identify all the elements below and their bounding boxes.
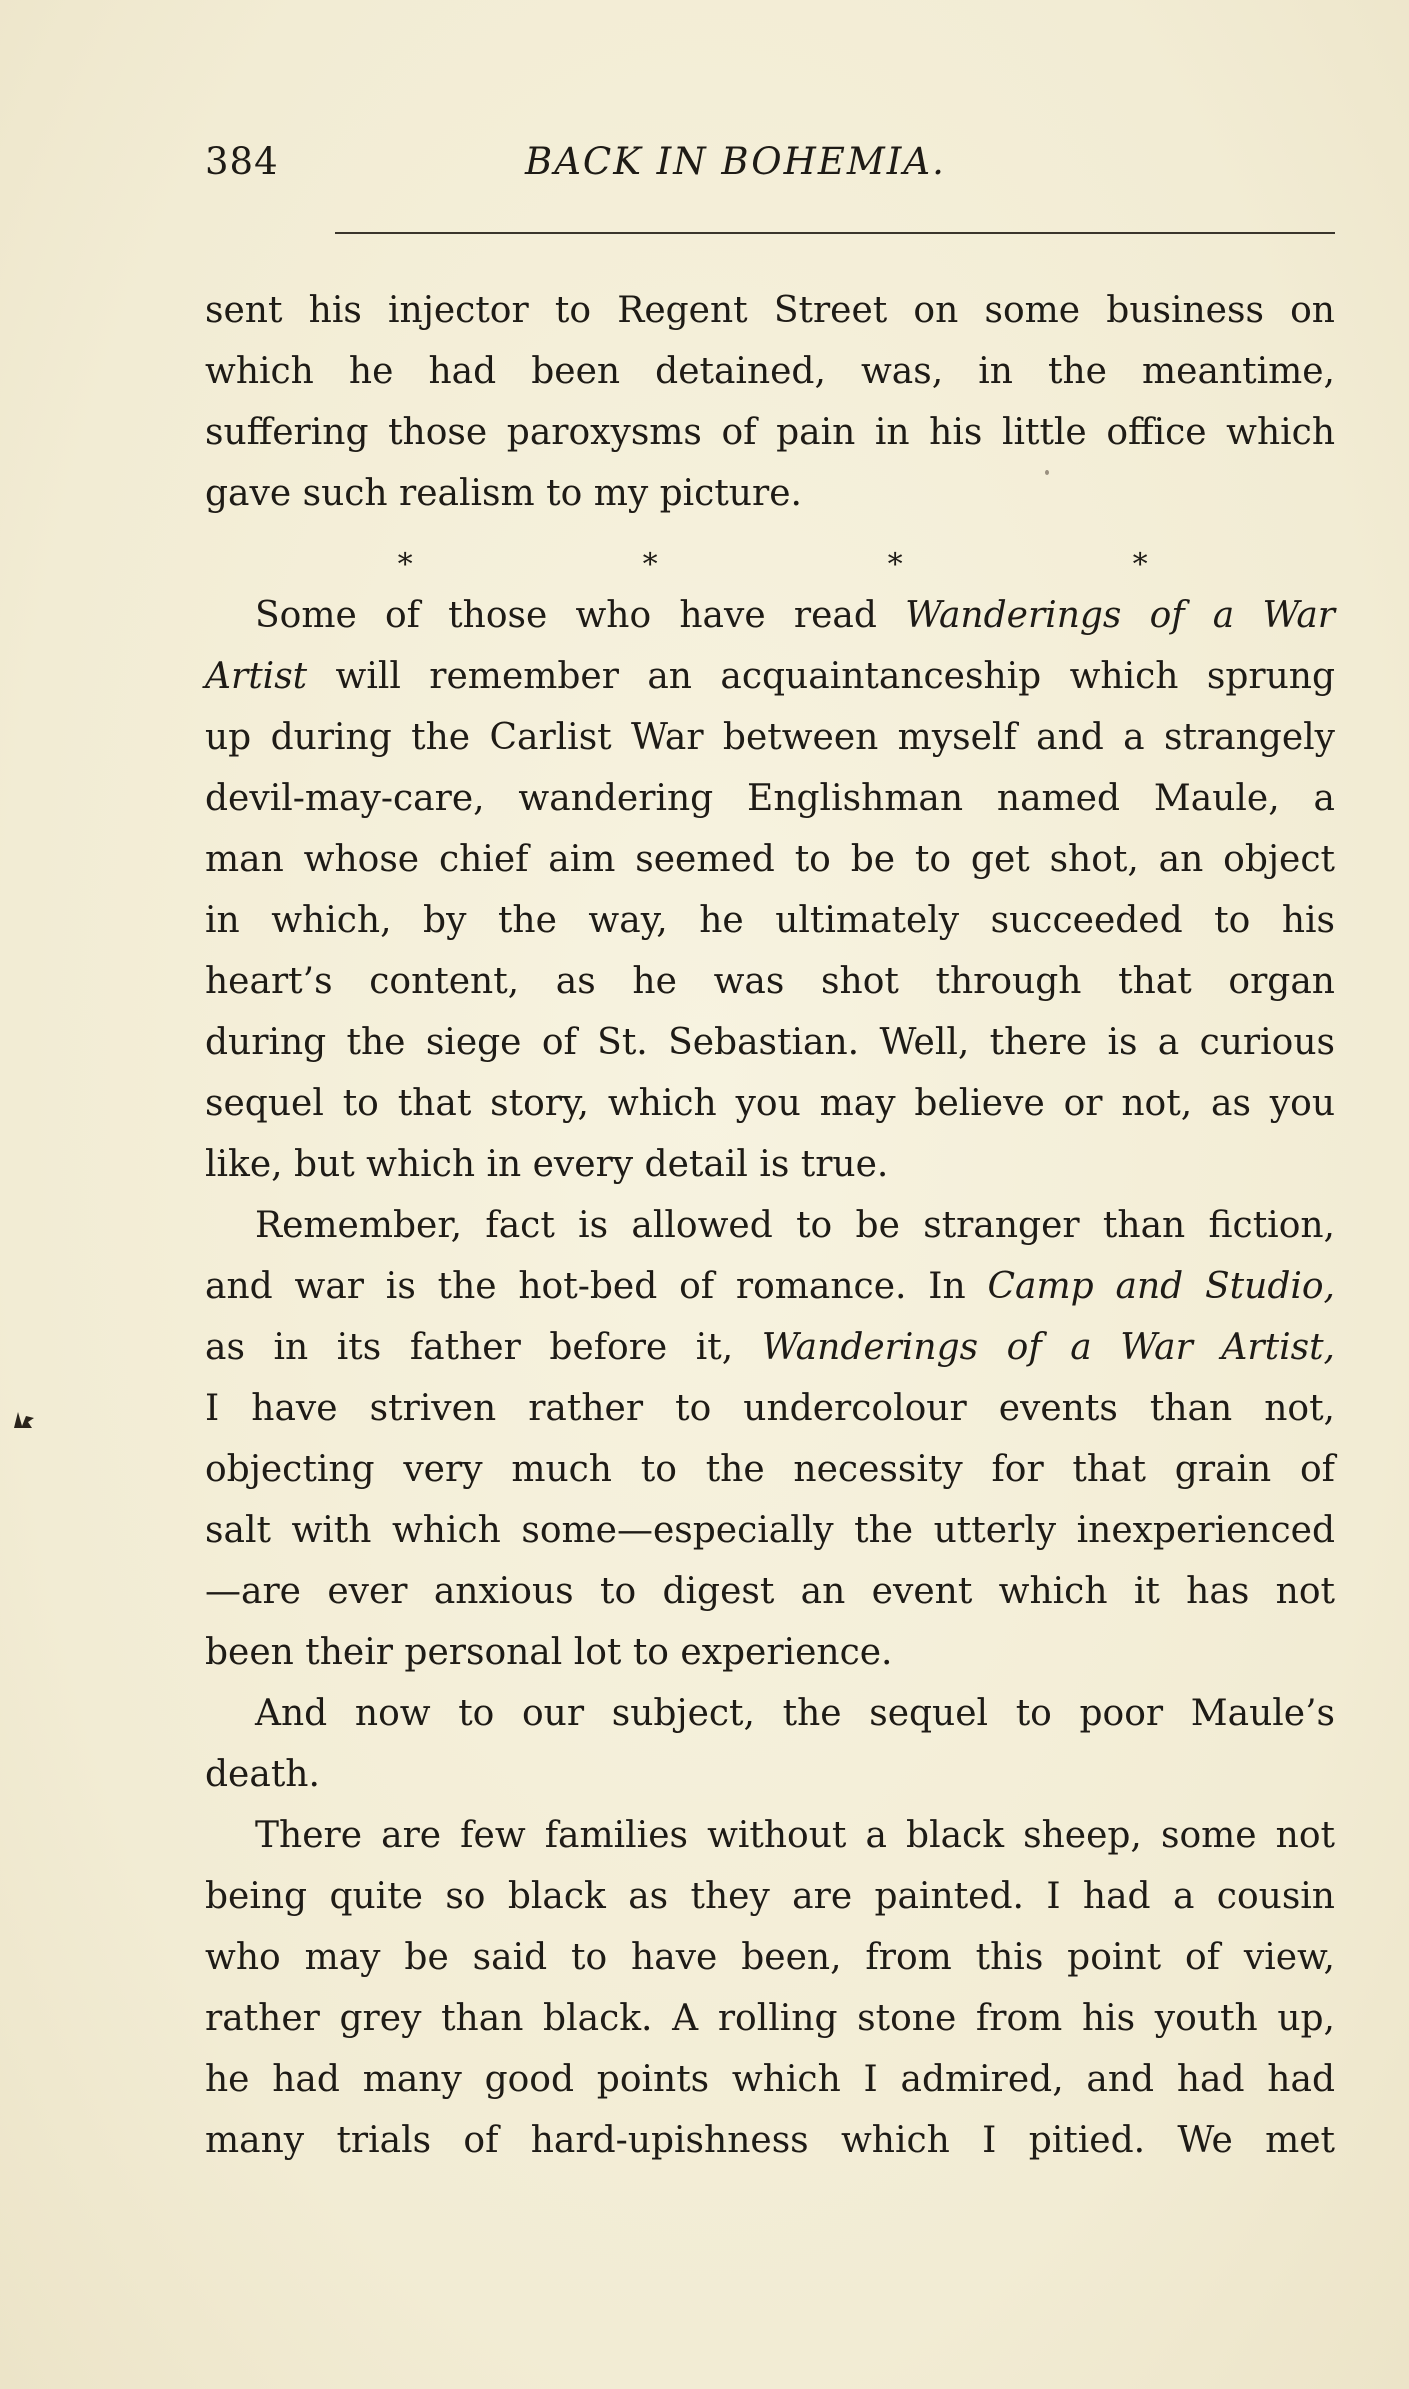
text-line: like, but which in every detail is true. xyxy=(205,1144,889,1185)
paragraph-first-line: Remember, fact is allowed to be stranger than fiction, xyxy=(255,1205,1335,1246)
text-line: heart’s content, as he was shot through that organ xyxy=(205,961,1335,1002)
text-line: devil-may-care, wandering Englishman named Maule, a xyxy=(205,778,1335,819)
margin-ink-mark xyxy=(12,1408,38,1430)
section-separator xyxy=(205,524,1335,585)
page-number: 384 xyxy=(205,140,279,183)
text-line: death. xyxy=(205,1754,320,1795)
paper-speck xyxy=(1045,470,1049,475)
text-line: Artist will remember an acquaintanceship which sprung xyxy=(205,656,1335,697)
text-line: I have striven rather to undercolour events than not, xyxy=(205,1388,1335,1429)
text-line: many trials of hard-upishness which I pitied. We met xyxy=(205,2120,1335,2161)
text-line: suffering those paroxysms of pain in his little office which xyxy=(205,412,1335,453)
text-line: he had many good points which I admired, and had had xyxy=(205,2059,1335,2100)
paragraph-first-line: There are few families without a black sheep, some not xyxy=(255,1815,1335,1856)
text-line: —are ever anxious to digest an event which it has not xyxy=(205,1571,1335,1612)
separator-text xyxy=(205,524,1335,525)
body-text xyxy=(205,280,1335,2171)
text-line: who may be said to have been, from this point of view, xyxy=(205,1937,1335,1978)
text-line: man whose chief aim seemed to be to get shot, an object xyxy=(205,839,1335,880)
separator-asterisk: ∗ xyxy=(640,541,661,576)
text-line: objecting very much to the necessity for that grain of xyxy=(205,1449,1335,1490)
text-line: up during the Carlist War between myself and a strangely xyxy=(205,717,1335,758)
header-rule xyxy=(335,232,1335,234)
text-line: sequel to that story, which you may believe or not, as you xyxy=(205,1083,1335,1124)
page-header xyxy=(205,140,1335,190)
text-line: as in its father before it, Wanderings of a War Artist, xyxy=(205,1327,1335,1368)
text-line: rather grey than black. A rolling stone from his youth up, xyxy=(205,1998,1335,2039)
text-line: salt with which some—especially the utterly inexperienced xyxy=(205,1510,1335,1551)
text-line: gave such realism to my picture. xyxy=(205,473,802,514)
text-line: being quite so black as they are painted. I had a cousin xyxy=(205,1876,1335,1917)
paragraph-first-line: Some of those who have read Wanderings of a War xyxy=(255,595,1336,636)
text-line: been their personal lot to experience. xyxy=(205,1632,893,1673)
separator-asterisk: ∗ xyxy=(885,541,906,576)
text-line: and war is the hot-bed of romance. In Camp and Studio, xyxy=(205,1266,1335,1307)
text-line: during the siege of St. Sebastian. Well, there is a curious xyxy=(205,1022,1335,1063)
running-head: BACK IN BOHEMIA. xyxy=(525,140,946,183)
paragraph-first-line: And now to our subject, the sequel to poor Maule’s xyxy=(255,1693,1335,1734)
text-line: in which, by the way, he ultimately succeeded to his xyxy=(205,900,1335,941)
separator-asterisk: ∗ xyxy=(1130,541,1151,576)
text-line: sent his injector to Regent Street on some business on xyxy=(205,290,1335,331)
text-line: which he had been detained, was, in the meantime, xyxy=(205,351,1335,392)
separator-asterisk: ∗ xyxy=(395,541,416,576)
